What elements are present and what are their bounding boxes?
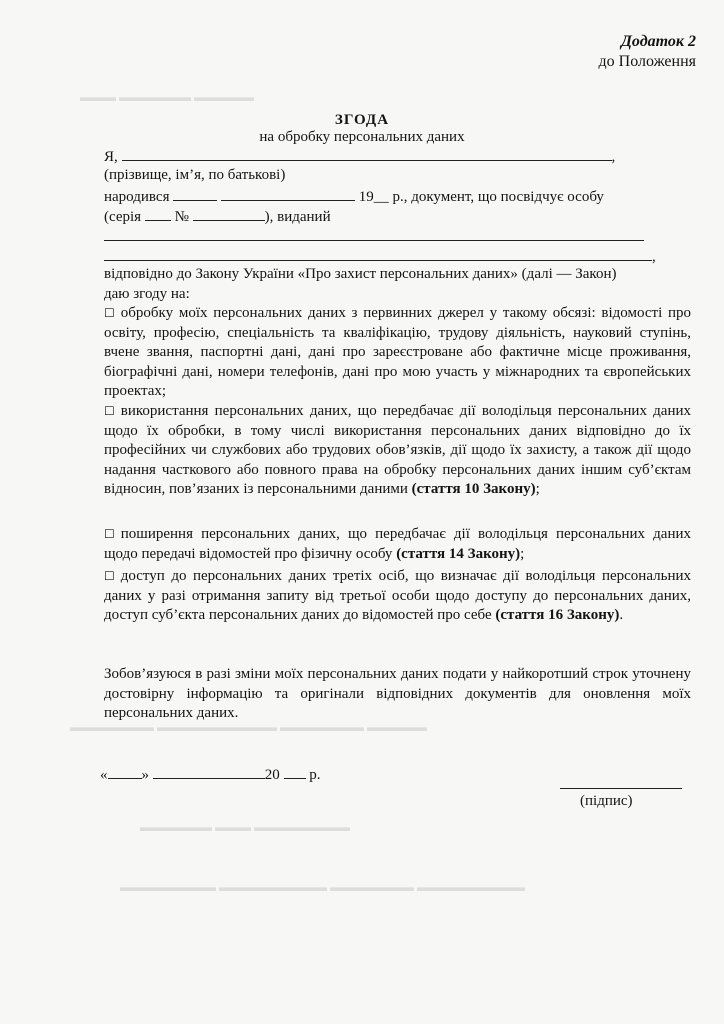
consent-intro: даю згоду на: (104, 286, 190, 302)
consent-item-third-party-access: ☐ доступ до персональних даних третіх осіб, що визначає дії володільця персональних даних у разі отримання запиту від третьої особи щодо доступу до персональних даних, доступ суб’єкта персональних даних до відомостей про себе (стаття 16 Закону). (104, 568, 691, 623)
date-year-field[interactable] (284, 764, 306, 779)
document-number-field[interactable] (193, 206, 265, 221)
born-suffix: 19__ р., документ, що посвідчує особу (358, 189, 604, 205)
birth-day-field[interactable] (173, 186, 217, 201)
show-through-text: ▬▬▬ ▬▬▬▬▬▬ ▬▬▬▬▬ (80, 90, 254, 104)
law-article-ref: (стаття 16 Закону) (495, 607, 620, 623)
signature-field[interactable] (560, 788, 682, 789)
show-through-text: ▬▬▬▬▬▬▬ ▬▬▬▬▬▬▬▬▬▬ ▬▬▬▬▬▬▬ ▬▬▬▬▬ (70, 720, 427, 734)
appendix-number: Додаток 2 (621, 33, 696, 50)
signature-hint: (підпис) (580, 793, 633, 809)
date-line: « » 20 р. (100, 764, 321, 785)
document-subtitle: на обробку персональних даних (259, 129, 465, 145)
year-prefix: 20 (264, 767, 280, 783)
consent-item-text: обробку моїх персональних даних з первинних джерел у такому обсязі: відомості про освіту, професію, спеціальність та кваліфікацію, трудову діяльність, науковий ступінь, вчене звання, паспортні дані, дані про зареєстроване або фактичне місце проживання, біографічні дані, номери телефонів, дані про мою участь у міжнародних та європейських проектах; (104, 305, 691, 399)
series-label: (серія (104, 209, 142, 225)
issuer-line-2: , (104, 246, 656, 267)
birth-line (104, 186, 604, 207)
consent-item-text: доступ до персональних даних третіх осіб, що визначає дії володільця персональних даних у разі отримання запиту від третьої особи щодо доступу до персональних даних, доступ суб’єкта персональних даних до відомостей про себе (104, 568, 691, 623)
checkbox-icon[interactable]: ☐ (104, 569, 115, 583)
birth-month-field[interactable] (221, 186, 355, 201)
law-article-ref: (стаття 10 Закону) (411, 481, 536, 497)
checkbox-icon[interactable]: ☐ (104, 404, 115, 418)
consent-item-usage: ☐ використання персональних даних, що передбачає дії володільця персональних даних щодо їх обробки, в тому числі використання персональних даних відповідно до їх професійних чи службових або трудових обов’язків, дії щодо їх захисту, а також дії щодо надання часткового або повного права на обробку персональних даних іншим суб’єктам відносин, пов’язаних із персональними даними (стаття 10 Закону); (104, 403, 691, 497)
born-label: народився (104, 189, 170, 205)
date-month-field[interactable] (153, 764, 265, 779)
issuer-line-1 (104, 226, 644, 247)
appendix-reference: до Положення (598, 53, 696, 70)
consent-item-processing (104, 304, 691, 402)
document-title: ЗГОДА (334, 112, 390, 128)
show-through-text: ▬▬▬▬▬▬ ▬▬▬ ▬▬▬▬▬▬▬▬ (140, 820, 350, 834)
law-article-ref: (стаття 14 Закону) (396, 545, 521, 562)
date-day-field[interactable] (108, 764, 142, 779)
ya-label: Я, (104, 149, 118, 165)
document-series-field[interactable] (145, 206, 171, 221)
issued-label: ), виданий (264, 209, 331, 225)
year-suffix: р. (309, 767, 321, 783)
show-through-text: ▬▬▬▬▬▬▬▬ ▬▬▬▬▬▬▬▬▬ ▬▬▬▬▬▬▬ ▬▬▬▬▬▬▬▬▬ (120, 880, 525, 894)
full-name-field[interactable] (122, 146, 612, 161)
consent-item-text: використання персональних даних, що передбачає дії володільця персональних даних щодо їх обробки, в тому числі використання персональних даних відповідно до їх професійних чи службових або трудових обов’язків, дії щодо їх захисту, а також дії щодо надання часткового або повного права на обробку персональних даних іншим суб’єктам відносин, пов’язаних із персональними даними (104, 403, 691, 497)
issuer-field-1[interactable] (104, 226, 644, 241)
checkbox-icon[interactable]: ☐ (104, 306, 115, 320)
document-series-line (104, 206, 331, 227)
obligation-paragraph: Зобов’язуюся в разі зміни моїх персональних даних подати у найкоротший строк уточнену достовірну інформацію та оригінали відповідних документів для оновлення моїх персональних даних. (104, 666, 691, 721)
consent-item-dissemination: ☐ поширення персональних даних, що передбачає дії володільця персональних даних щодо передачі відомостей про фізичну особу (стаття 14 Закону); (104, 526, 691, 562)
checkbox-icon[interactable]: ☐ (104, 527, 115, 541)
law-reference: відповідно до Закону України «Про захист персональних даних» (далі — Закон) (104, 266, 617, 282)
appendix-label (599, 32, 697, 72)
number-label: № (174, 209, 189, 225)
name-line: Я, , (104, 146, 615, 167)
name-hint: (прізвище, ім’я, по батькові) (104, 167, 286, 183)
consent-item-text: поширення персональних даних, що передбачає дії володільця персональних даних щодо передачі відомостей про фізичну особу (104, 526, 691, 562)
issuer-field-2[interactable] (104, 246, 652, 261)
